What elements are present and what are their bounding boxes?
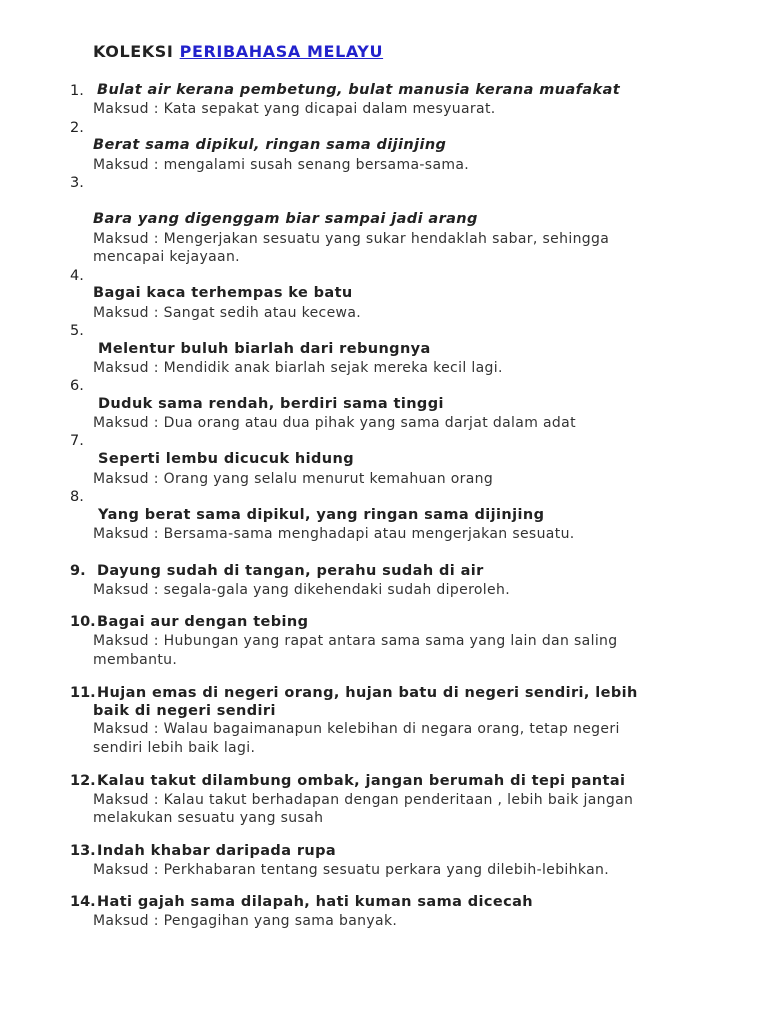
title-link[interactable]: PERIBAHASA MELAYU <box>179 42 384 61</box>
meaning-text: sendiri lebih baik lagi. <box>93 740 256 756</box>
item-number: 8. <box>70 489 84 505</box>
item-number: 11. <box>70 685 96 701</box>
item-number: 10. <box>70 614 96 630</box>
meaning-text: Maksud : Perkhabaran tentang sesuatu perkara yang dilebih-lebihkan. <box>93 862 610 878</box>
meaning-text: Maksud : Walau bagaimanapun kelebihan di negara orang, tetap negeri <box>93 721 620 737</box>
item-number: 6. <box>70 378 84 394</box>
meaning-text: Maksud : Mengerjakan sesuatu yang sukar hendaklah sabar, sehingga <box>93 231 610 247</box>
meaning-text: Maksud : segala-gala yang dikehendaki sudah diperoleh. <box>93 582 511 598</box>
meaning-text: Maksud : Pengagihan yang sama banyak. <box>93 913 398 929</box>
title-prefix: KOLEKSI <box>93 42 180 61</box>
item-number: 9. <box>70 563 86 579</box>
proverb-text: Bagai kaca terhempas ke batu <box>93 285 353 301</box>
proverb-text: Bara yang digenggam biar sampai jadi arang <box>93 211 478 227</box>
meaning-text: Maksud : Kata sepakat yang dicapai dalam mesyuarat. <box>93 101 496 117</box>
meaning-text: Maksud : Mendidik anak biarlah sejak mereka kecil lagi. <box>93 360 503 376</box>
item-number: 13. <box>70 843 96 859</box>
proverb-text: Berat sama dipikul, ringan sama dijinjing <box>93 137 447 153</box>
proverb-text: baik di negeri sendiri <box>93 703 276 719</box>
proverb-text: Duduk sama rendah, berdiri sama tinggi <box>98 396 444 412</box>
meaning-text: Maksud : Sangat sedih atau kecewa. <box>93 305 362 321</box>
proverb-text: Kalau takut dilambung ombak, jangan berumah di tepi pantai <box>97 773 626 789</box>
meaning-text: membantu. <box>93 652 178 668</box>
item-number: 5. <box>70 323 84 339</box>
item-number: 2. <box>70 120 84 136</box>
meaning-text: Maksud : mengalami susah senang bersama-sama. <box>93 157 470 173</box>
item-number: 4. <box>70 268 84 284</box>
proverb-text: Hati gajah sama dilapah, hati kuman sama dicecah <box>97 894 533 910</box>
meaning-text: Maksud : Orang yang selalu menurut kemahuan orang <box>93 471 494 487</box>
meaning-text: Maksud : Dua orang atau dua pihak yang sama darjat dalam adat <box>93 415 576 431</box>
proverb-text: Seperti lembu dicucuk hidung <box>98 451 355 467</box>
page-title <box>93 42 383 61</box>
meaning-text: melakukan sesuatu yang susah <box>93 810 324 826</box>
proverb-text: Melentur buluh biarlah dari rebungnya <box>98 341 431 357</box>
item-number: 3. <box>70 175 84 191</box>
proverb-text: Dayung sudah di tangan, perahu sudah di air <box>97 563 484 579</box>
item-number: 14. <box>70 894 96 910</box>
proverb-text: Bagai aur dengan tebing <box>97 614 309 630</box>
item-number: 1. <box>70 83 84 99</box>
meaning-text: Maksud : Hubungan yang rapat antara sama sama yang lain dan saling <box>93 633 618 649</box>
proverb-text: Indah khabar daripada rupa <box>97 843 337 859</box>
proverb-text: Yang berat sama dipikul, yang ringan sama dijinjing <box>98 507 545 523</box>
meaning-text: mencapai kejayaan. <box>93 249 240 265</box>
proverb-text: Hujan emas di negeri orang, hujan batu di negeri sendiri, lebih <box>97 685 638 701</box>
meaning-text: Maksud : Bersama-sama menghadapi atau mengerjakan sesuatu. <box>93 526 575 542</box>
item-number: 12. <box>70 773 96 789</box>
item-number: 7. <box>70 433 84 449</box>
proverb-text: Bulat air kerana pembetung, bulat manusia kerana muafakat <box>97 82 621 98</box>
meaning-text: Maksud : Kalau takut berhadapan dengan penderitaan , lebih baik jangan <box>93 792 634 808</box>
